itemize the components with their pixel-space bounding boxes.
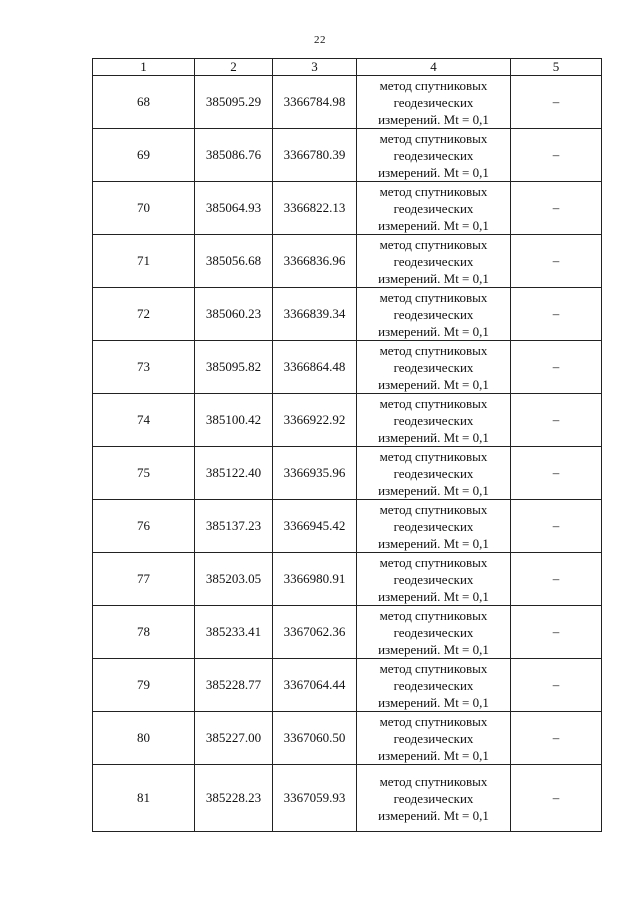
y-coordinate-cell: 3366836.96 [273, 235, 357, 288]
method-text-line: геодезических [393, 677, 474, 693]
method-text-line: метод спутниковых [379, 448, 488, 464]
method-text-line: измерений. Mt = 0,1 [378, 641, 489, 657]
method-cell [357, 235, 511, 288]
note-cell: – [511, 659, 602, 712]
method-cell [357, 659, 511, 712]
method-text-line: измерений. Mt = 0,1 [378, 807, 489, 823]
method-text-line: метод спутниковых [379, 501, 488, 517]
point-number-cell: 73 [93, 341, 195, 394]
point-number-cell: 76 [93, 500, 195, 553]
x-coordinate-cell: 385100.42 [195, 394, 273, 447]
point-number-cell: 68 [93, 76, 195, 129]
page-number: 22 [314, 34, 326, 46]
y-coordinate-cell: 3366780.39 [273, 129, 357, 182]
method-text-line: метод спутниковых [379, 660, 488, 676]
x-coordinate-cell: 385095.82 [195, 341, 273, 394]
table-row [93, 182, 602, 235]
x-coordinate-cell: 385227.00 [195, 712, 273, 765]
table-row [93, 76, 602, 129]
x-coordinate-cell: 385203.05 [195, 553, 273, 606]
header-col-3: 3 [273, 59, 357, 76]
point-number-cell: 69 [93, 129, 195, 182]
method-cell [357, 500, 511, 553]
x-coordinate-cell: 385056.68 [195, 235, 273, 288]
method-text-line: геодезических [393, 359, 474, 375]
table-row [93, 553, 602, 606]
method-text-line: измерений. Mt = 0,1 [378, 323, 489, 339]
note-cell: – [511, 235, 602, 288]
method-cell [357, 182, 511, 235]
point-number-cell: 75 [93, 447, 195, 500]
note-cell: – [511, 129, 602, 182]
method-text-line: метод спутниковых [379, 236, 488, 252]
method-text-line: измерений. Mt = 0,1 [378, 164, 489, 180]
y-coordinate-cell: 3366922.92 [273, 394, 357, 447]
note-cell: – [511, 712, 602, 765]
x-coordinate-cell: 385122.40 [195, 447, 273, 500]
x-coordinate-cell: 385095.29 [195, 76, 273, 129]
table-header-row [93, 59, 602, 76]
point-number-cell: 72 [93, 288, 195, 341]
point-number-cell: 77 [93, 553, 195, 606]
method-text-line: геодезических [393, 147, 474, 163]
header-col-2: 2 [195, 59, 273, 76]
x-coordinate-cell: 385228.23 [195, 765, 273, 832]
method-text-line: измерений. Mt = 0,1 [378, 429, 489, 445]
table-row [93, 235, 602, 288]
x-coordinate-cell: 385228.77 [195, 659, 273, 712]
table-row [93, 129, 602, 182]
method-text-line: измерений. Mt = 0,1 [378, 588, 489, 604]
coordinates-table [92, 58, 602, 832]
method-text-line: метод спутниковых [379, 773, 488, 789]
header-col-1: 1 [93, 59, 195, 76]
point-number-cell: 80 [93, 712, 195, 765]
method-text-line: измерений. Mt = 0,1 [378, 747, 489, 763]
note-cell: – [511, 606, 602, 659]
table-row [93, 765, 602, 832]
note-cell: – [511, 765, 602, 832]
method-text-line: метод спутниковых [379, 395, 488, 411]
method-text-line: измерений. Mt = 0,1 [378, 482, 489, 498]
method-text-line: геодезических [393, 306, 474, 322]
y-coordinate-cell: 3366935.96 [273, 447, 357, 500]
note-cell: – [511, 288, 602, 341]
header-col-5: 5 [511, 59, 602, 76]
method-text-line: геодезических [393, 730, 474, 746]
table-row [93, 394, 602, 447]
method-text-line: геодезических [393, 253, 474, 269]
x-coordinate-cell: 385060.23 [195, 288, 273, 341]
method-text-line: геодезических [393, 200, 474, 216]
table-row [93, 288, 602, 341]
y-coordinate-cell: 3367060.50 [273, 712, 357, 765]
method-text-line: метод спутниковых [379, 77, 488, 93]
method-text-line: геодезических [393, 94, 474, 110]
method-cell [357, 606, 511, 659]
method-text-line: метод спутниковых [379, 289, 488, 305]
method-text-line: измерений. Mt = 0,1 [378, 111, 489, 127]
x-coordinate-cell: 385064.93 [195, 182, 273, 235]
table-row [93, 447, 602, 500]
table-row [93, 659, 602, 712]
point-number-cell: 74 [93, 394, 195, 447]
method-cell [357, 553, 511, 606]
y-coordinate-cell: 3366839.34 [273, 288, 357, 341]
y-coordinate-cell: 3366864.48 [273, 341, 357, 394]
method-text-line: метод спутниковых [379, 713, 488, 729]
point-number-cell: 71 [93, 235, 195, 288]
method-text-line: геодезических [393, 624, 474, 640]
method-text-line: геодезических [393, 571, 474, 587]
y-coordinate-cell: 3366945.42 [273, 500, 357, 553]
method-text-line: метод спутниковых [379, 554, 488, 570]
note-cell: – [511, 553, 602, 606]
table-row [93, 606, 602, 659]
point-number-cell: 78 [93, 606, 195, 659]
header-col-4: 4 [357, 59, 511, 76]
y-coordinate-cell: 3367059.93 [273, 765, 357, 832]
table-row [93, 500, 602, 553]
method-text-line: измерений. Mt = 0,1 [378, 535, 489, 551]
method-text-line: геодезических [393, 412, 474, 428]
y-coordinate-cell: 3367064.44 [273, 659, 357, 712]
method-cell [357, 447, 511, 500]
note-cell: – [511, 394, 602, 447]
method-cell [357, 394, 511, 447]
point-number-cell: 70 [93, 182, 195, 235]
method-cell [357, 712, 511, 765]
method-text-line: измерений. Mt = 0,1 [378, 270, 489, 286]
method-cell [357, 76, 511, 129]
method-text-line: метод спутниковых [379, 607, 488, 623]
note-cell: – [511, 341, 602, 394]
method-cell [357, 341, 511, 394]
method-text-line: метод спутниковых [379, 342, 488, 358]
method-text-line: геодезических [393, 518, 474, 534]
x-coordinate-cell: 385086.76 [195, 129, 273, 182]
note-cell: – [511, 76, 602, 129]
method-cell [357, 288, 511, 341]
x-coordinate-cell: 385137.23 [195, 500, 273, 553]
x-coordinate-cell: 385233.41 [195, 606, 273, 659]
table-body [93, 76, 602, 832]
method-text-line: измерений. Mt = 0,1 [378, 376, 489, 392]
note-cell: – [511, 182, 602, 235]
method-cell [357, 765, 511, 832]
y-coordinate-cell: 3367062.36 [273, 606, 357, 659]
table-row [93, 341, 602, 394]
point-number-cell: 81 [93, 765, 195, 832]
y-coordinate-cell: 3366822.13 [273, 182, 357, 235]
y-coordinate-cell: 3366980.91 [273, 553, 357, 606]
method-text-line: метод спутниковых [379, 130, 488, 146]
method-text-line: измерений. Mt = 0,1 [378, 694, 489, 710]
method-cell [357, 129, 511, 182]
note-cell: – [511, 500, 602, 553]
table-row [93, 712, 602, 765]
y-coordinate-cell: 3366784.98 [273, 76, 357, 129]
method-text-line: геодезических [393, 465, 474, 481]
note-cell: – [511, 447, 602, 500]
method-text-line: измерений. Mt = 0,1 [378, 217, 489, 233]
point-number-cell: 79 [93, 659, 195, 712]
method-text-line: метод спутниковых [379, 183, 488, 199]
method-text-line: геодезических [393, 790, 474, 806]
